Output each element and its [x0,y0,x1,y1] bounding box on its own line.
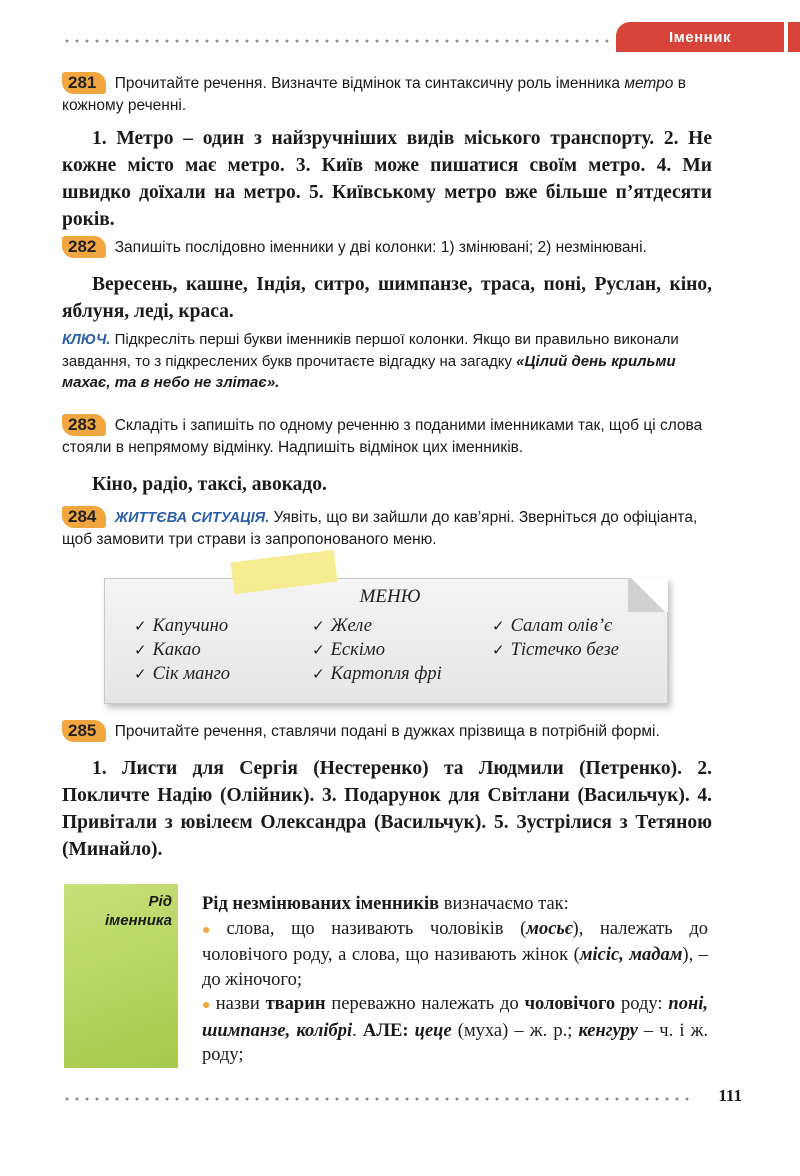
menu-item [312,614,442,638]
check-icon: ✓ [492,619,505,635]
menu-item [134,662,230,686]
task-text: Складіть і запишіть по одному реченню з поданими іменниками так, щоб ці слова стояли в непрямому відмінку. Надпишіть відмінок цих іменників. [62,417,703,456]
task-text: Прочитайте речення, ставлячи подані в дужках прізвища в потрібній формі. [114,723,660,740]
rule-heading [202,892,708,917]
rule-heading-bold: Рід незмінюваних іменників [202,894,440,914]
exercise-281 [62,72,712,233]
chapter-title: Іменник [669,28,731,46]
menu-item-label: Картопля фрі [330,664,442,684]
exercise-285 [62,720,712,863]
bullet-icon: ● [202,922,223,938]
menu-page-fold [628,578,668,612]
exercise-number-badge: 284 [62,506,106,528]
menu-item-label: Желе [330,616,373,636]
menu-title: МЕНЮ [359,586,421,607]
check-icon: ✓ [312,619,325,635]
bottom-dotted-rule [62,1096,692,1102]
menu-item [492,638,619,662]
menu-item-label: Салат олів’є [510,616,613,636]
chapter-tab-edge [788,22,800,52]
task-keyword: метро [624,75,674,92]
rule-bullet-1: ● слова, що називають чоловіків (мосьє), належать до чоловічого роду, а слова, що називають жінок (місіс, мадам), – до жіночого; [202,918,708,990]
exercise-282 [62,236,712,393]
exercise-283 [62,414,712,498]
key-text: Підкресліть перші букви іменників першої колонки. Якщо ви правильно виконали завдання, то з підкреслених букв прочитаєте відгадку на загадку [62,331,679,370]
key-label: КЛЮЧ. [62,332,111,348]
menu-item-label: Сік манго [152,664,231,684]
menu-item [492,614,619,638]
bullet-icon: ● [202,998,212,1013]
rule-label [72,892,172,930]
check-icon: ✓ [134,667,147,683]
exercise-283-task [62,414,712,459]
life-situation-label: ЖИТТЄВА СИТУАЦІЯ. [114,510,270,526]
rule-text [202,892,708,1068]
menu-item-label: Тістечко безе [510,640,619,660]
exercise-number-badge: 283 [62,414,106,436]
key-note [62,329,712,393]
page-number: 111 [718,1086,742,1105]
menu-column-3 [492,614,619,662]
menu-item-label: Какао [152,640,201,660]
top-dotted-rule [62,38,610,44]
exercise-285-task [62,720,712,743]
exercise-283-text: Кіно, радіо, таксі, авокадо. [92,474,327,495]
menu-column-1 [134,614,230,686]
check-icon: ✓ [134,619,147,635]
menu-item-label: Ескімо [330,640,385,660]
exercise-281-text: 1. Метро – один з найзручніших видів міського транспорту. 2. Не кожне місто має метро. 3. Київ може пишатися своїм метро. 4. Ми швидко доїхали на метро. 5. Київському метро вже більше п’ятдесяти років. [62,128,712,230]
task-text: Уявіть, що ви зайшли до кав’ярні. Зверніться до офіціанта, щоб замовити три страви із запропонованого меню. [62,509,698,548]
exercise-285-text: 1. Листи для Сергія (Нестеренко) та Людмили (Петренко). 2. Покличте Надію (Олійник). 3. Подарунок для Світлани (Васильчук). 4. Привітали з ювілеєм Олександра (Васильчук). 5. Зустрілися з Тетяною (Минайло). [62,758,712,860]
check-icon: ✓ [312,667,325,683]
task-text: Прочитайте речення. Визначте відмінок та синтаксичну роль іменника [114,75,621,92]
rule-label-line: іменника [104,912,172,929]
rule-label-line: Рід [148,893,172,910]
exercise-number-badge: 285 [62,720,106,742]
key-riddle: «Цілий день крильми махає, та в небо не злітає». [62,353,676,391]
menu-column-2 [312,614,442,686]
exercise-number-badge: 282 [62,236,106,258]
task-text: Запишіть послідовно іменники у дві колонки: 1) змінювані; 2) незмінювані. [114,239,647,256]
menu-item [312,662,442,686]
menu-item [134,614,230,638]
exercise-284 [62,506,712,551]
rule-heading-rest: визначаємо так: [443,894,569,914]
menu-item-label: Капучино [152,616,229,636]
task-text-end: в кожному реченні. [62,75,686,114]
rule-bullet-2: ● назви тварин переважно належать до чоловічого роду: поні, шимпанзе, колібрі. АЛЕ: цеце (муха) – ж. р.; кенгуру – ч. і ж. роду; [202,994,709,1065]
check-icon: ✓ [492,643,505,659]
exercise-number-badge: 281 [62,72,106,94]
check-icon: ✓ [312,643,325,659]
exercise-282-text: Вересень, кашне, Індія, ситро, шимпанзе, траса, поні, Руслан, кіно, яблуня, леді, краса. [62,274,712,322]
menu-item [134,638,230,662]
chapter-tab [616,22,784,52]
menu-item [312,638,442,662]
check-icon: ✓ [134,643,147,659]
exercise-282-task [62,236,712,259]
exercise-281-task [62,72,712,117]
exercise-284-task [62,506,712,551]
